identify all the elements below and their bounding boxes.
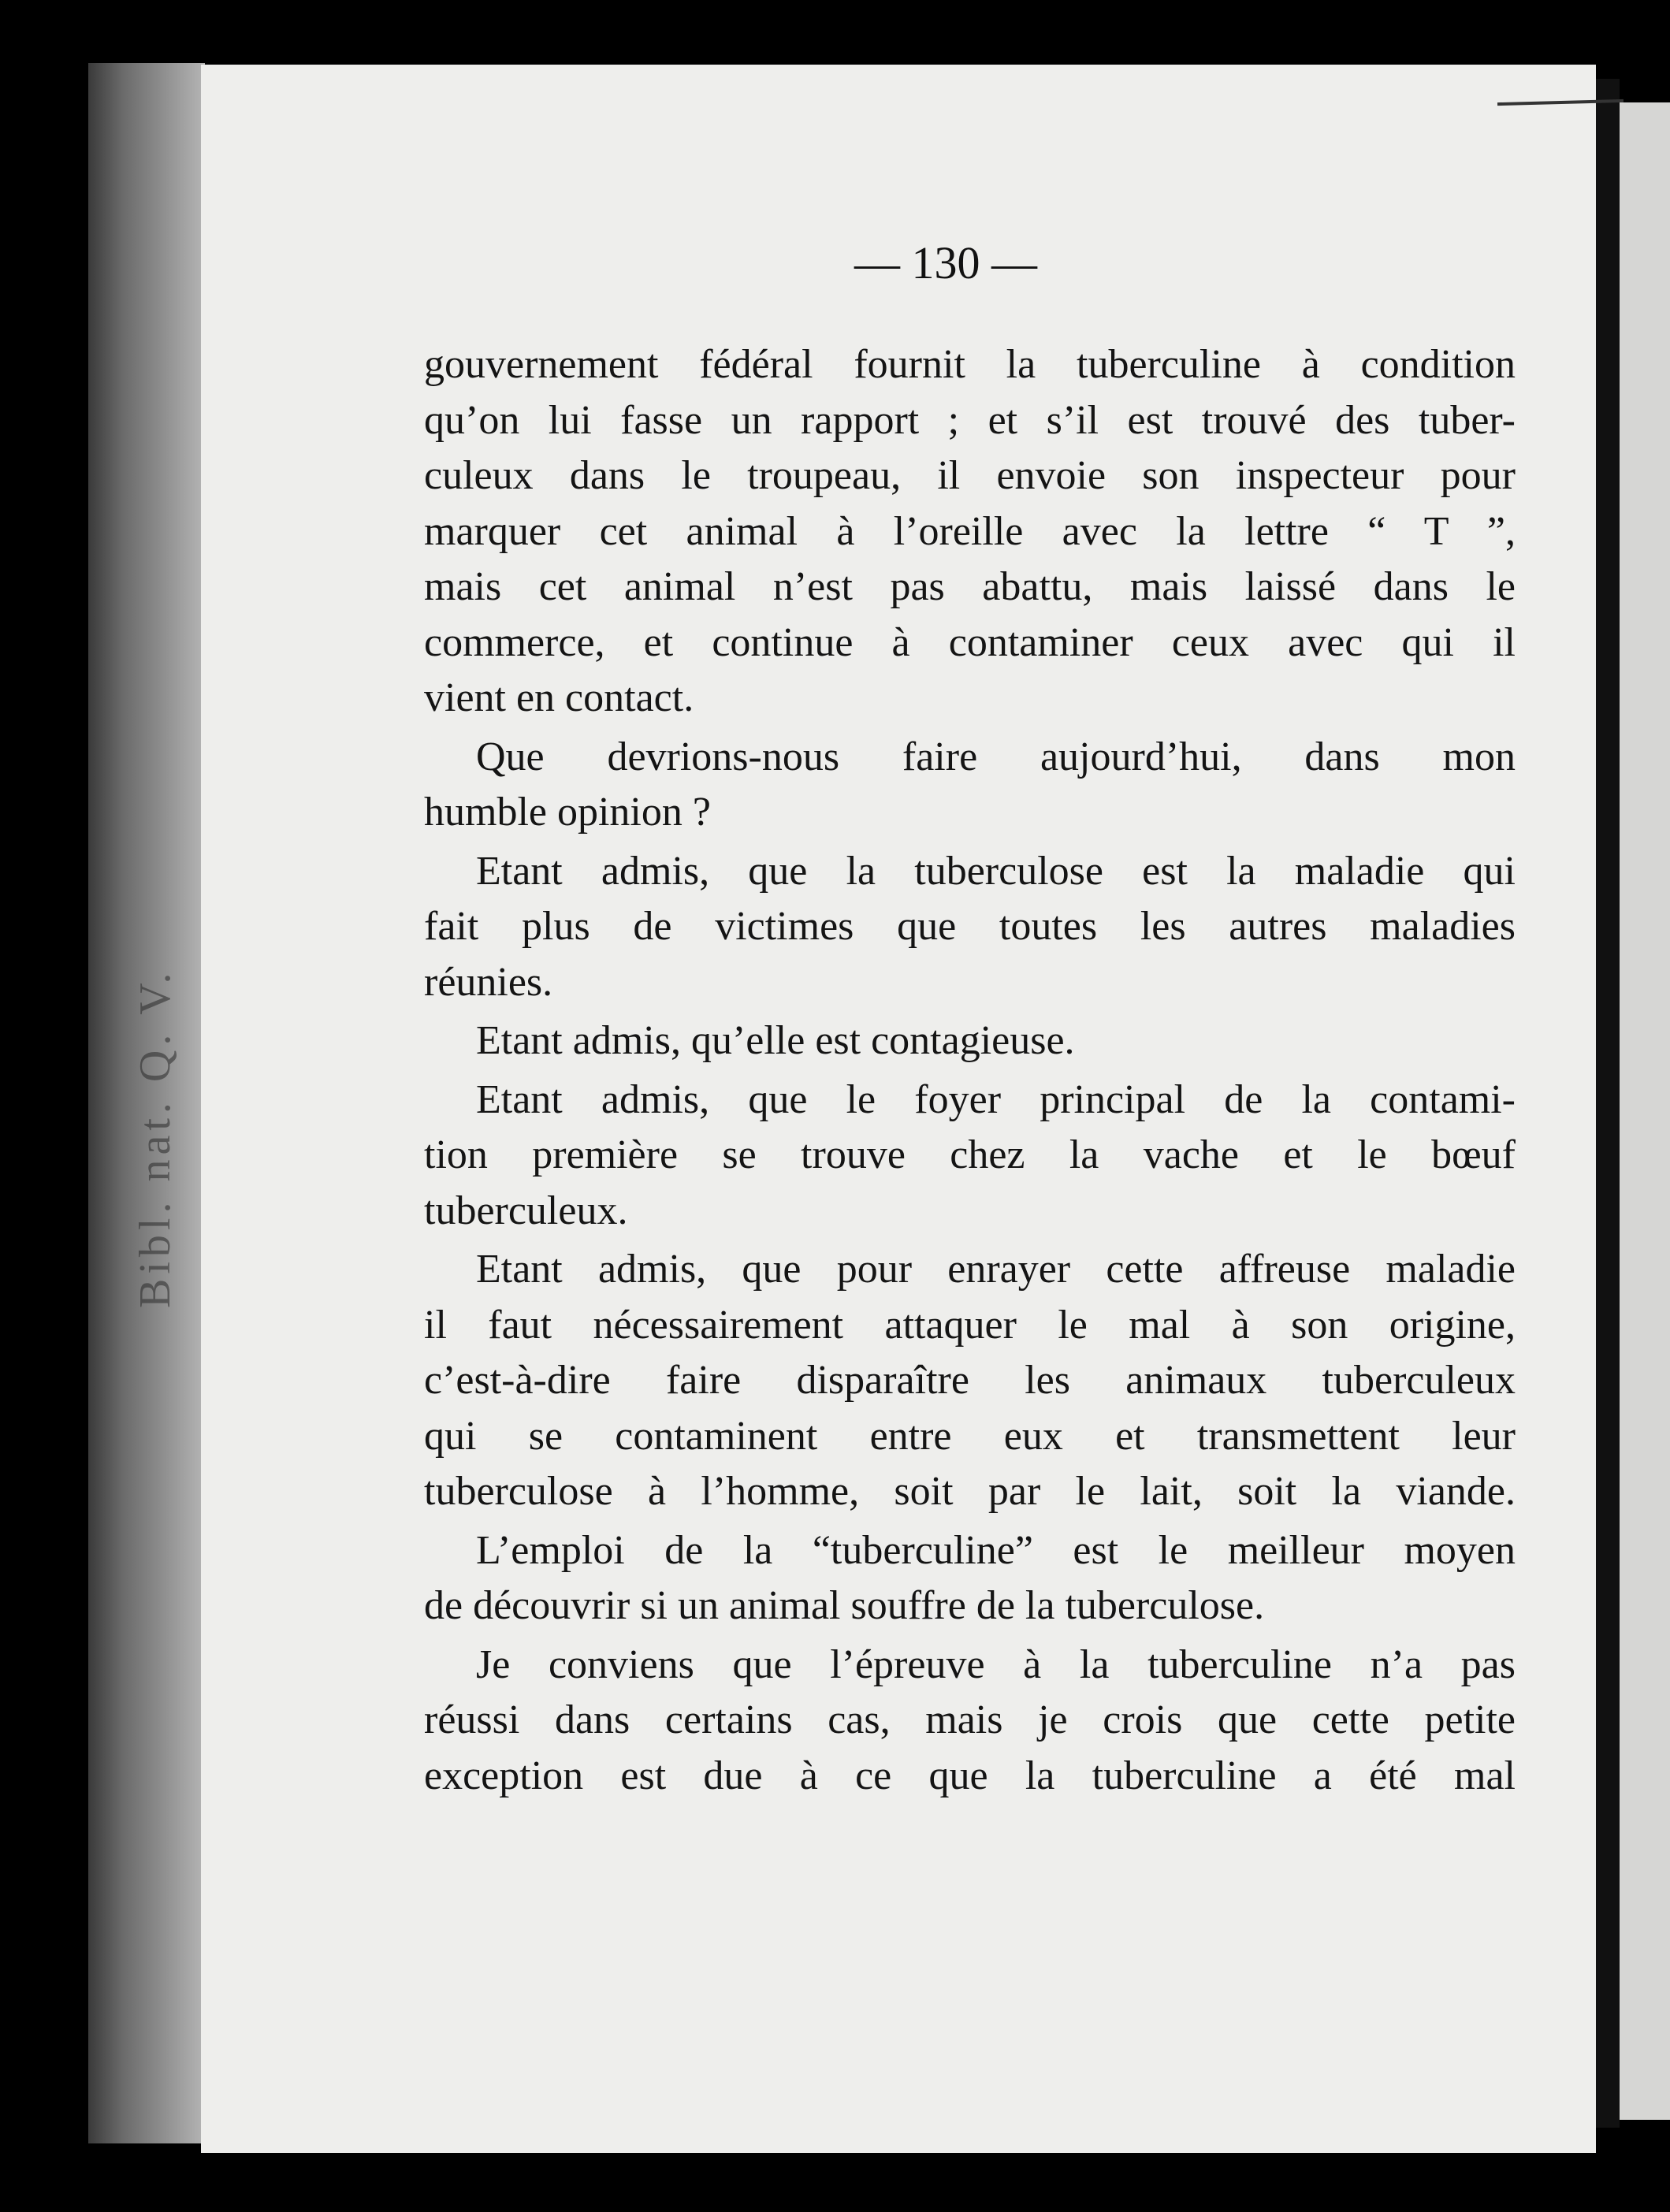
paragraph [424, 844, 1516, 1011]
text-line: Je conviens que l’épreuve à la tuberculine n’a pas [476, 1641, 1516, 1687]
library-stamp: Bibl. nat. Q. V. [131, 968, 180, 1308]
paragraph [424, 1013, 1516, 1069]
text-line: L’emploi de la “tuberculine” est le meilleur moyen [476, 1527, 1516, 1573]
text-line: de découvrir si un animal souffre de la tuberculose. [424, 1583, 1265, 1628]
text-line: Etant admis, qu’elle est contagieuse. [476, 1018, 1075, 1063]
paragraph [424, 730, 1516, 841]
text-line: réussi dans certains cas, mais je crois que cette petite [424, 1697, 1516, 1742]
text-line: mais cet animal n’est pas abattu, mais laissé dans le [424, 564, 1516, 609]
text-line: il faut nécessairement attaquer le mal à son origine, [424, 1302, 1516, 1348]
text-line: marquer cet animal à l’oreille avec la lettre “ T ”, [424, 508, 1516, 554]
page-number: — 130 — [854, 237, 1037, 288]
text-line: Que devrions-nous faire aujourd’hui, dans mon [476, 734, 1516, 779]
text-line: réunies. [424, 959, 553, 1005]
text-line: qu’on lui fasse un rapport ; et s’il est trouvé des tuber- [424, 397, 1516, 443]
paragraph [424, 1638, 1516, 1805]
text-line: Etant admis, que pour enrayer cette affreuse maladie [476, 1247, 1516, 1292]
text-line: tuberculeux. [424, 1188, 628, 1233]
next-page-strip [1620, 102, 1670, 2120]
text-line: culeux dans le troupeau, il envoie son inspecteur pour [424, 453, 1516, 498]
text-line: humble opinion ? [424, 790, 711, 835]
text-line: exception est due à ce que la tuberculine a été mal [424, 1753, 1516, 1798]
text-line: Etant admis, que la tuberculose est la maladie qui [476, 848, 1516, 894]
paragraph [424, 337, 1516, 727]
page-body [424, 337, 1516, 1807]
paragraph [424, 1073, 1516, 1240]
text-line: gouvernement fédéral fournit la tuberculine à condition [424, 342, 1516, 387]
paragraph [424, 1523, 1516, 1634]
text-line: vient en contact. [424, 675, 694, 720]
text-line: Etant admis, que le foyer principal de la contami- [476, 1076, 1516, 1122]
text-line: tion première se trouve chez la vache et le bœuf [424, 1132, 1516, 1177]
page-right-edge [1596, 79, 1620, 2128]
text-line: c’est-à-dire faire disparaître les animaux tuberculeux [424, 1358, 1516, 1403]
text-line: fait plus de victimes que toutes les autres maladies [424, 904, 1516, 949]
text-line: commerce, et continue à contaminer ceux avec qui il [424, 619, 1516, 665]
paragraph [424, 1242, 1516, 1520]
text-line: tuberculose à l’homme, soit par le lait, soit la viande. [424, 1469, 1516, 1514]
text-line: qui se contaminent entre eux et transmettent leur [424, 1413, 1516, 1459]
